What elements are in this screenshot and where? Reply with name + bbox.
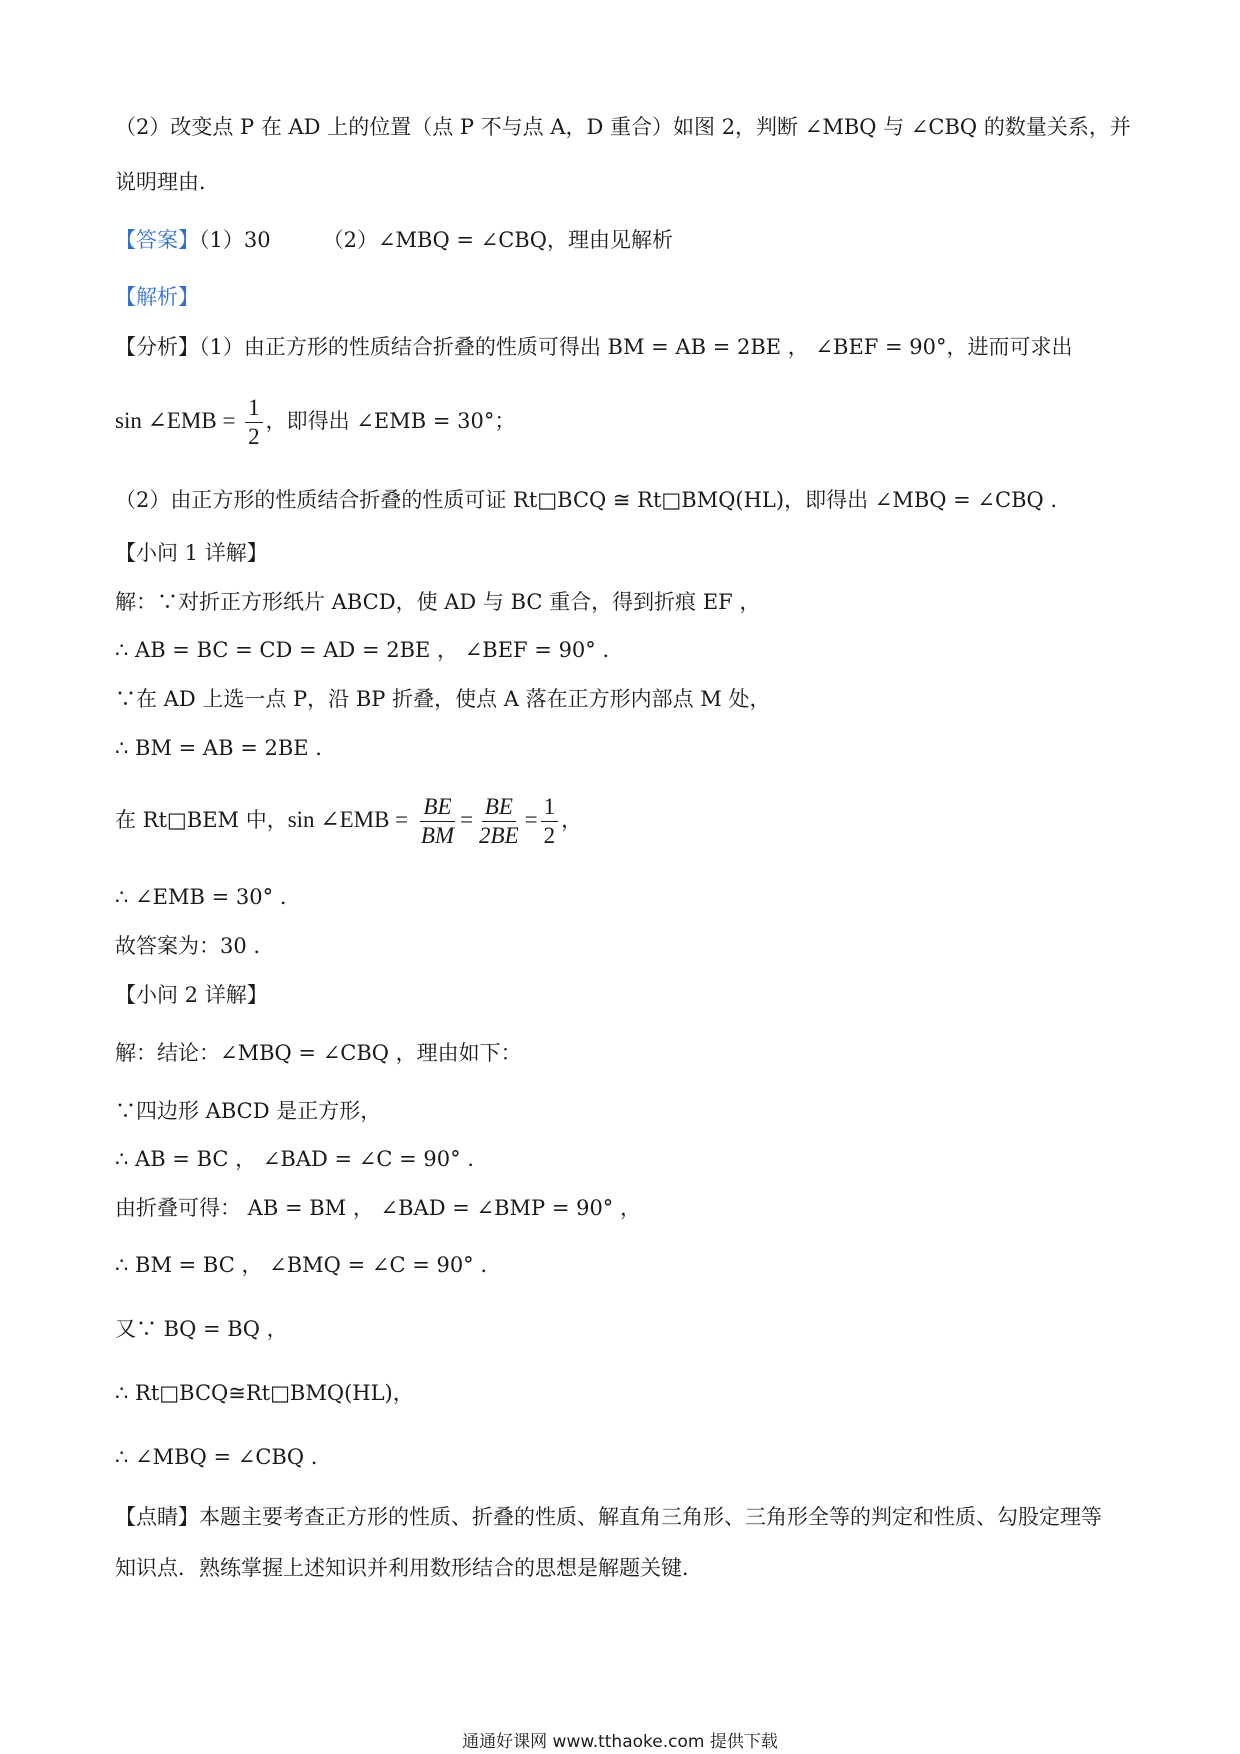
sub1-step-1: 解：∵对折正方形纸片 ABCD，使 AD 与 BC 重合，得到折痕 EF ， xyxy=(115,590,761,614)
sub2-step-7: ∴ Rt□BCQ≅Rt□BMQ(HL)， xyxy=(115,1381,414,1405)
fraction-one-half xyxy=(245,394,263,451)
fraction-be-over-bm xyxy=(418,793,457,850)
sub2-step-8: ∴ ∠MBQ = ∠CBQ . xyxy=(115,1445,318,1469)
sub1-step-7: 故答案为：30 . xyxy=(115,934,261,958)
equals-sign: = xyxy=(524,807,538,832)
fraction-be-over-2be xyxy=(476,793,522,850)
fenxi-line-2 xyxy=(115,392,515,451)
fenxi-line-3: （2）由正方形的性质结合折叠的性质可证 Rt□BCQ ≅ Rt□BMQ(HL)，即得出 ∠MBQ = ∠CBQ . xyxy=(115,488,1058,512)
sub2-step-4: 由折叠可得： AB = BM ， ∠BAD = ∠BMP = 90° ， xyxy=(115,1196,641,1220)
sub2-step-5: ∴ BM = BC ， ∠BMQ = ∠C = 90° . xyxy=(115,1253,488,1277)
sub1-step-3: ∵在 AD 上选一点 P，沿 BP 折叠，使点 A 落在正方形内部点 M 处， xyxy=(115,687,771,711)
dianjing-line-1: 【点睛】本题主要考查正方形的性质、折叠的性质、解直角三角形、三角形全等的判定和性质、勾股定理等 xyxy=(115,1505,1102,1529)
fraction-numerator: 1 xyxy=(541,793,559,822)
fraction-numerator: BE xyxy=(482,793,516,822)
sin-expression: sin ∠EMB = xyxy=(287,807,409,832)
sub1-step-4: ∴ BM = AB = 2BE . xyxy=(115,736,322,760)
answer-line xyxy=(115,225,673,255)
sub1-heading: 【小问 1 详解】 xyxy=(115,541,268,565)
sub1-step-2: ∴ AB = BC = CD = AD = 2BE ， ∠BEF = 90° . xyxy=(115,638,610,662)
sub2-step-6: 又∵ BQ = BQ ， xyxy=(115,1317,288,1341)
sub1-step-5 xyxy=(115,790,582,850)
fenxi-line-2-tail: ，即得出 ∠EMB = 30°； xyxy=(265,409,516,433)
dianjing-line-2: 知识点．熟练掌握上述知识并利用数形结合的思想是解题关键． xyxy=(115,1556,703,1580)
equals-sign: = xyxy=(460,807,474,832)
sub2-heading: 【小问 2 详解】 xyxy=(115,983,268,1007)
answer-tag: 【答案】 xyxy=(115,228,199,252)
question-2-line-2: 说明理由． xyxy=(115,170,220,194)
sub2-step-3: ∴ AB = BC ， ∠BAD = ∠C = 90° . xyxy=(115,1147,474,1171)
fraction-denominator: 2 xyxy=(543,823,556,848)
answer-part-2: （2）∠MBQ = ∠CBQ，理由见解析 xyxy=(322,228,673,252)
sub2-step-1: 解：结论：∠MBQ = ∠CBQ ，理由如下： xyxy=(115,1041,522,1065)
fraction-numerator: BE xyxy=(420,793,454,822)
sub1-step-5-tail: ， xyxy=(561,808,583,832)
sub1-step-5-prefix: 在 Rt□BEM 中， xyxy=(115,808,288,832)
fraction-denominator: 2 xyxy=(248,424,260,449)
fraction-denominator: BM xyxy=(420,823,455,848)
sub2-step-2: ∵四边形 ABCD 是正方形， xyxy=(115,1099,382,1123)
fraction-denominator: 2BE xyxy=(479,823,519,848)
sub1-step-6: ∴ ∠EMB = 30° . xyxy=(115,885,287,909)
answer-part-1: （1）30 xyxy=(199,228,271,252)
fraction-numerator: 1 xyxy=(245,394,263,423)
analysis-tag: 【解析】 xyxy=(115,285,199,309)
fraction-one-half xyxy=(541,793,559,850)
sin-expression: sin ∠EMB = xyxy=(115,408,236,433)
fenxi-line-1: 【分析】（1）由正方形的性质结合折叠的性质可得出 BM = AB = 2BE ， ∠BEF = 90°，进而可求出 xyxy=(115,335,1073,359)
page-footer: 通通好课网 www.tthaoke.com 提供下载 xyxy=(462,1732,778,1752)
question-2-line-1: （2）改变点 P 在 AD 上的位置（点 P 不与点 A，D 重合）如图 2，判断 ∠MBQ 与 ∠CBQ 的数量关系，并 xyxy=(115,115,1131,139)
